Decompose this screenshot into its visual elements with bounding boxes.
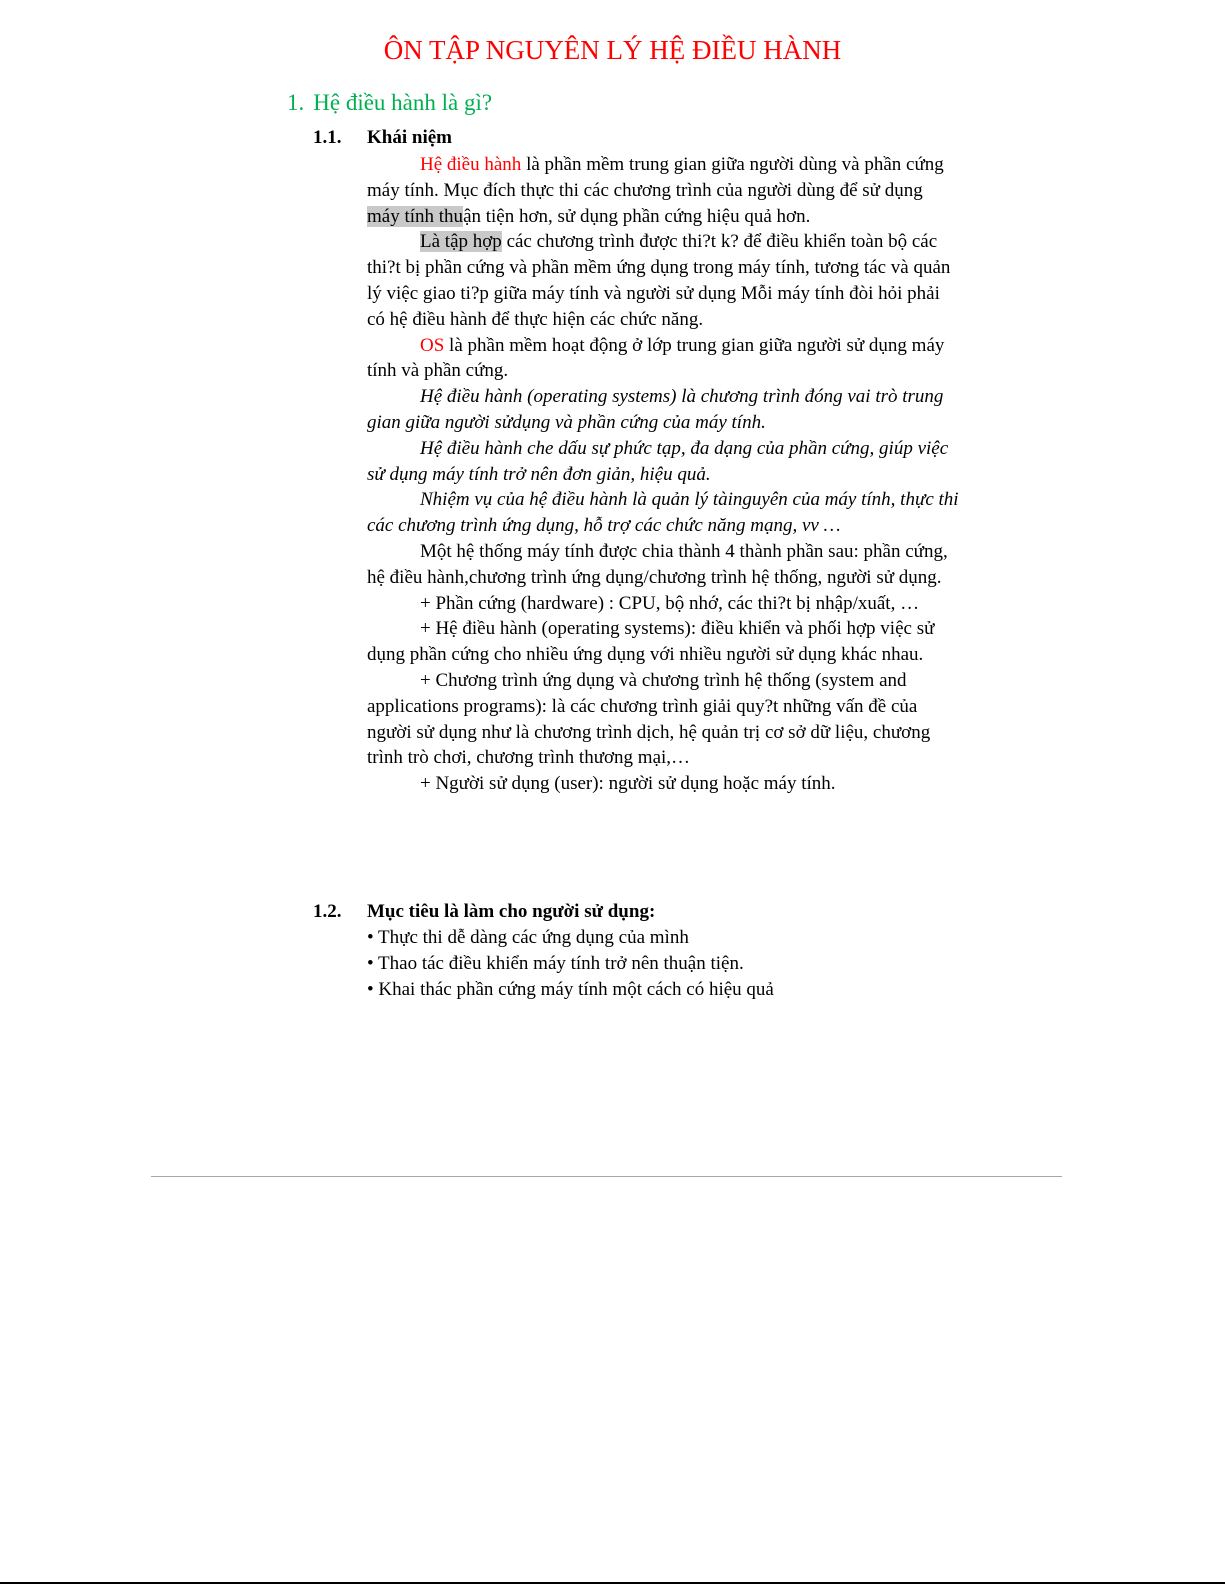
list-item: • Khai thác phần cứng máy tính một cách có hiệu quả — [367, 979, 774, 1000]
subsection-1-1-number: 1.1. — [313, 127, 342, 148]
paragraph-definition — [367, 152, 959, 229]
highlighted-text: máy tính thu — [367, 205, 464, 227]
paragraph-collection — [367, 229, 959, 332]
paragraph-definition-end: ận tiện hơn, sử dụng phần cứng hiệu quả hơn. — [463, 205, 811, 227]
paragraph-os-text: là phần mềm hoạt động ở lớp trung gian giữa người sử dụng máy tính và phần cứng. — [367, 334, 945, 382]
paragraph-collection-text: các chương trình được thi?t k? để điều khiển toàn bộ các thi?t bị phần cứng và phần mềm ứng dụng trong máy tính, tương tác và quản lý việc giao ti?p giữa máy tính và người sử dụng Mỗi máy tính đòi hỏi phải có hệ điều hành để thực hiện các chức năng. — [367, 231, 951, 330]
paragraph-programs: + Chương trình ứng dụng và chương trình hệ thống (system and applications programs): là các chương trình giải quy?t những vấn đề của người sử dụng như là chương trình dịch, hệ quản trị cơ sở dữ liệu, chương trình trò chơi, chương trình thương mại,… — [367, 669, 931, 769]
paragraph-operating-systems: + Hệ điều hành (operating systems): điều khiển và phối hợp việc sử dụng phần cứng cho nhiều ứng dụng với nhiều người sử dụng khác nhau. — [367, 618, 935, 666]
list-item: • Thao tác điều khiển máy tính trở nên thuận tiện. — [367, 953, 744, 974]
subsection-1-1-title: Khái niệm — [367, 127, 452, 148]
section-1-number: 1. — [287, 90, 305, 115]
footer-divider — [151, 1176, 1062, 1177]
goals-list — [367, 925, 774, 1003]
paragraph-components: Một hệ thống máy tính được chia thành 4 thành phần sau: phần cứng, hệ điều hành,chương trình ứng dụng/chương trình hệ thống, người sử dụng. — [367, 540, 948, 588]
page-bottom-border — [0, 1582, 1225, 1584]
subsection-1-2-title: Mục tiêu là làm cho người sử dụng: — [367, 901, 656, 922]
paragraph-italic-hide: Hệ điều hành che dấu sự phức tạp, đa dạng của phần cứng, giúp việc sử dụng máy tính trở nên đơn giản, hiệu quả. — [367, 437, 949, 485]
paragraph-italic-role: Hệ điều hành (operating systems) là chương trình đóng vai trò trung gian giữa người sửdụng và phần cứng của máy tính. — [367, 386, 944, 433]
subsection-1-1-body — [367, 152, 959, 797]
paragraph-definition-text: là phần mềm trung gian giữa người dùng và phần cứng máy tính. Mục đích thực thi các chương trình của người dùng để sử dụng — [367, 154, 944, 201]
paragraph-user: + Người sử dụng (user): người sử dụng hoặc máy tính. — [420, 773, 836, 795]
highlighted-text-2: Là tập hợp — [420, 231, 502, 253]
list-item: • Thực thi dễ dàng các ứng dụng của mình — [367, 927, 689, 948]
subsection-1-2-number: 1.2. — [313, 901, 342, 922]
paragraph-os — [367, 333, 959, 385]
section-1-heading — [287, 88, 492, 118]
term-he-dieu-hanh: Hệ điều hành — [420, 154, 522, 175]
subsection-1-1-heading — [313, 125, 452, 151]
subsection-1-2-heading — [313, 899, 655, 925]
paragraph-italic-tasks: Nhiệm vụ của hệ điều hành là quản lý tàinguyên của máy tính, thực thi các chương trình ứng dụng, hỗ trợ các chức năng mạng, vv … — [367, 489, 959, 537]
paragraph-hardware: + Phần cứng (hardware) : CPU, bộ nhớ, các thi?t bị nhập/xuất, … — [420, 592, 920, 614]
page-title: ÔN TẬP NGUYÊN LÝ HỆ ĐIỀU HÀNH — [383, 35, 842, 65]
section-1-title: Hệ điều hành là gì? — [313, 90, 493, 115]
term-os: OS — [420, 334, 445, 356]
